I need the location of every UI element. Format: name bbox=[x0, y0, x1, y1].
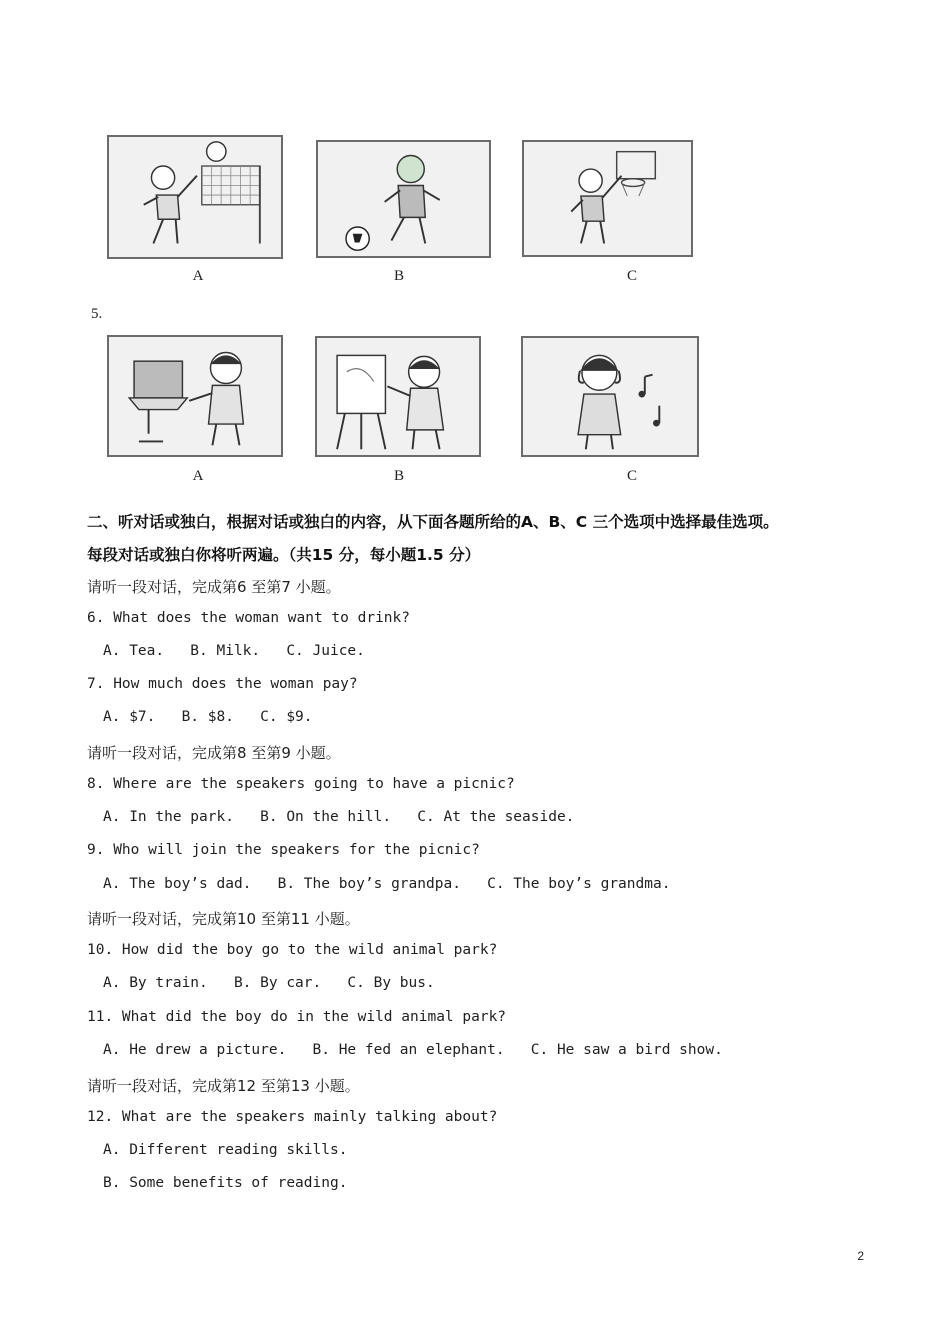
option-label-b: B bbox=[393, 268, 404, 284]
option-label-c: C bbox=[626, 268, 637, 284]
q5-option-label-a: A bbox=[192, 468, 204, 484]
section-heading-line-2: 每段对话或独白你将听两遍。（共15 分，每小题1.5 分） bbox=[87, 546, 481, 564]
instruction-q10-11: 请听一段对话，完成第10 至第11 小题。 bbox=[87, 910, 360, 928]
q5-option-label-c: C bbox=[626, 468, 637, 484]
instruction-q6-7: 请听一段对话，完成第6 至第7 小题。 bbox=[87, 578, 341, 596]
options-12-b: B. Some benefits of reading. bbox=[103, 1175, 348, 1191]
instruction-q8-9: 请听一段对话，完成第8 至第9 小题。 bbox=[87, 744, 341, 762]
instruction-q12-13: 请听一段对话，完成第12 至第13 小题。 bbox=[87, 1077, 360, 1095]
options-10: A. By train. B. By car. C. By bus. bbox=[103, 975, 435, 991]
options-12-a: A. Different reading skills. bbox=[103, 1142, 348, 1158]
question-12: 12. What are the speakers mainly talking about? bbox=[87, 1109, 498, 1125]
picture-volleyball bbox=[107, 135, 283, 259]
girl-painting-illustration bbox=[317, 338, 479, 455]
volleyball-player-illustration bbox=[109, 137, 281, 257]
q5-option-label-b: B bbox=[393, 468, 404, 484]
picture-music bbox=[521, 336, 699, 457]
girl-listening-music-illustration bbox=[523, 338, 697, 455]
section-heading-line-1: 二、听对话或独白，根据对话或独白的内容，从下面各题所给的A、B、C 三个选项中选择最佳选项。 bbox=[87, 513, 779, 531]
page-number: 2 bbox=[857, 1249, 864, 1263]
picture-football bbox=[316, 140, 491, 258]
question-8: 8. Where are the speakers going to have a picnic? bbox=[87, 776, 515, 792]
options-11: A. He drew a picture. B. He fed an elephant. C. He saw a bird show. bbox=[103, 1042, 723, 1058]
options-8: A. In the park. B. On the hill. C. At the seaside. bbox=[103, 809, 575, 825]
picture-computer bbox=[107, 335, 283, 457]
options-6: A. Tea. B. Milk. C. Juice. bbox=[103, 643, 365, 659]
options-7: A. $7. B. $8. C. $9. bbox=[103, 709, 313, 725]
picture-basketball bbox=[522, 140, 693, 257]
question-6: 6. What does the woman want to drink? bbox=[87, 610, 411, 626]
question-10: 10. How did the boy go to the wild animal park? bbox=[87, 942, 498, 958]
options-9: A. The boy’s dad. B. The boy’s grandpa. C. The boy’s grandma. bbox=[103, 876, 671, 892]
girl-using-computer-illustration bbox=[109, 337, 281, 455]
football-player-illustration bbox=[318, 142, 489, 256]
question-9: 9. Who will join the speakers for the picnic? bbox=[87, 842, 480, 858]
picture-painting bbox=[315, 336, 481, 457]
question-11: 11. What did the boy do in the wild animal park? bbox=[87, 1009, 507, 1025]
option-label-a: A bbox=[192, 268, 204, 284]
question-5-number: 5. bbox=[91, 306, 103, 322]
question-7: 7. How much does the woman pay? bbox=[87, 676, 358, 692]
basketball-player-illustration bbox=[524, 142, 691, 255]
